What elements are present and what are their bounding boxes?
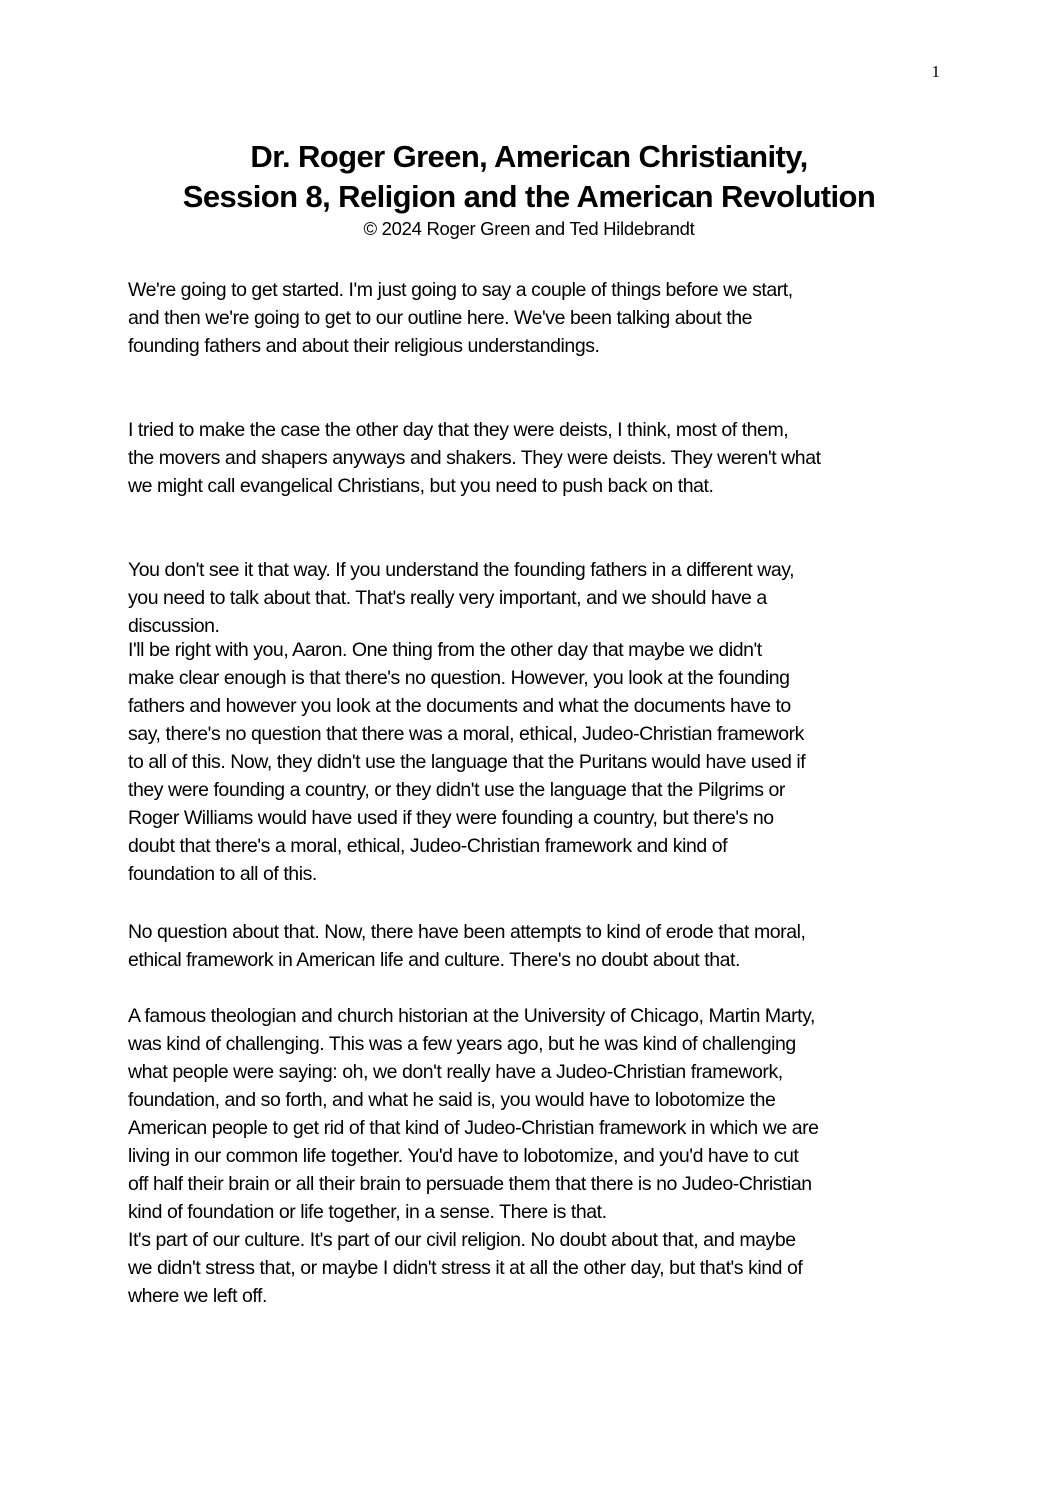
text-line: we didn't stress that, or maybe I didn't stress it at all the other day, but that's kind of [128, 1257, 803, 1279]
text-line: you need to talk about that. That's really very important, and we should have a [128, 587, 767, 609]
paragraph [128, 556, 948, 640]
document-title-line-2: Session 8, Religion and the American Revolution [182, 179, 876, 214]
text-line: was kind of challenging. This was a few years ago, but he was kind of challenging [128, 1033, 796, 1055]
text-line: say, there's no question that there was a moral, ethical, Judeo-Christian framework [128, 723, 804, 745]
copyright-notice: © 2024 Roger Green and Ted Hildebrandt [363, 218, 695, 239]
paragraph [128, 1002, 948, 1226]
text-line: doubt that there's a moral, ethical, Judeo-Christian framework and kind of [128, 835, 728, 857]
text-line: founding fathers and about their religious understandings. [128, 335, 600, 357]
text-line: where we left off. [128, 1285, 267, 1307]
text-line: ethical framework in American life and culture. There's no doubt about that. [128, 949, 740, 971]
text-line: the movers and shapers anyways and shakers. They were deists. They weren't what [128, 447, 821, 469]
text-line: kind of foundation or life together, in a sense. There is that. [128, 1201, 607, 1223]
text-line: to all of this. Now, they didn't use the language that the Puritans would have used if [128, 751, 806, 773]
text-line: foundation, and so forth, and what he said is, you would have to lobotomize the [128, 1089, 776, 1111]
text-line: fathers and however you look at the documents and what the documents have to [128, 695, 791, 717]
text-line: We're going to get started. I'm just going to say a couple of things before we start, [128, 279, 793, 301]
text-line: I tried to make the case the other day that they were deists, I think, most of them, [128, 419, 789, 441]
text-line: You don't see it that way. If you understand the founding fathers in a different way, [128, 559, 795, 581]
text-line: I'll be right with you, Aaron. One thing from the other day that maybe we didn't [128, 639, 762, 661]
paragraph [128, 636, 948, 888]
text-line: what people were saying: oh, we don't really have a Judeo-Christian framework, [128, 1061, 783, 1083]
text-line: and then we're going to get to our outline here. We've been talking about the [128, 307, 752, 329]
paragraph [128, 416, 948, 500]
text-line: we might call evangelical Christians, but you need to push back on that. [128, 475, 714, 497]
paragraph [128, 918, 948, 974]
text-line: foundation to all of this. [128, 863, 317, 885]
text-line: living in our common life together. You'd have to lobotomize, and you'd have to cut [128, 1145, 799, 1167]
text-line: It's part of our culture. It's part of our civil religion. No doubt about that, and maybe [128, 1229, 796, 1251]
paragraph [128, 276, 948, 360]
text-line: make clear enough is that there's no question. However, you look at the founding [128, 667, 790, 689]
text-line: Roger Williams would have used if they were founding a country, but there's no [128, 807, 774, 829]
text-line: they were founding a country, or they didn't use the language that the Pilgrims or [128, 779, 785, 801]
text-line: discussion. [128, 615, 220, 637]
text-line: off half their brain or all their brain to persuade them that there is no Judeo-Christian [128, 1173, 812, 1195]
text-line: A famous theologian and church historian at the University of Chicago, Martin Marty, [128, 1005, 815, 1027]
document-title-line-1: Dr. Roger Green, American Christianity, [250, 139, 808, 174]
page-number: 1 [931, 62, 940, 81]
text-line: No question about that. Now, there have been attempts to kind of erode that moral, [128, 921, 806, 943]
text-line: American people to get rid of that kind of Judeo-Christian framework in which we are [128, 1117, 819, 1139]
paragraph [128, 1226, 948, 1310]
